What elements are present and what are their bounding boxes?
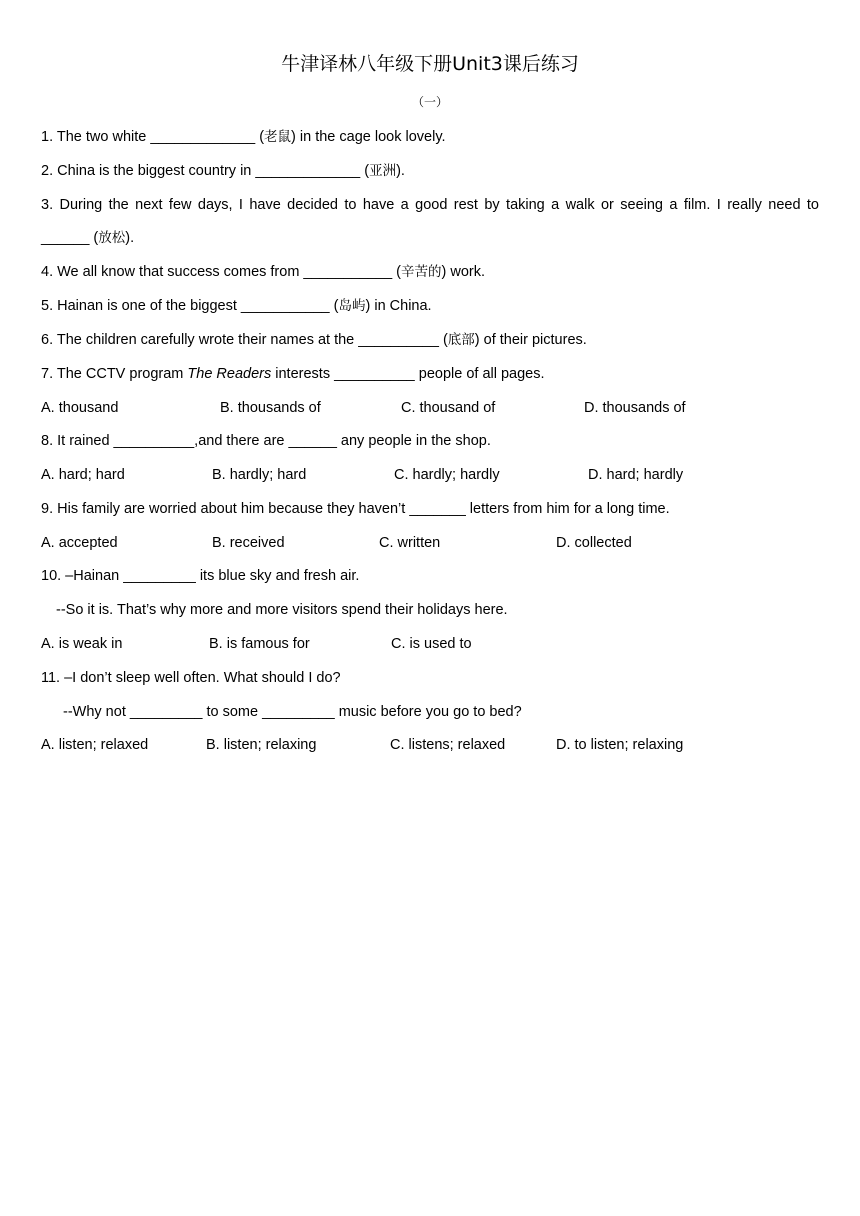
question-text: 1. The two white _____________ (	[41, 129, 265, 145]
question-text: ______ (	[41, 230, 99, 246]
option-b: B. is famous for	[209, 636, 310, 652]
chinese-hint: 底部	[447, 332, 475, 348]
option-c: C. written	[379, 535, 441, 551]
question-9-options	[41, 533, 821, 553]
question-text: ) in China.	[365, 298, 432, 314]
question-text: interests __________ people of all pages.	[271, 366, 545, 382]
section-number: （一）	[411, 95, 448, 109]
question-text: 7. The CCTV program	[41, 366, 188, 382]
question-1	[41, 127, 446, 147]
option-d: D. collected	[556, 535, 632, 551]
chinese-hint: 辛苦的	[401, 264, 442, 280]
page-title: 牛津译林八年级下册Unit3课后练习	[281, 53, 579, 75]
question-3-line-1: 3. During the next few days, I have decided to have a good rest by taking a walk or seeing a film. I really need to	[41, 197, 819, 213]
option-c: C. is used to	[391, 636, 472, 652]
question-5	[41, 296, 432, 316]
option-d: D. to listen; relaxing	[556, 737, 684, 753]
question-text: ).	[396, 163, 405, 179]
option-a: A. thousand	[41, 400, 119, 416]
question-text: ) in the cage look lovely.	[291, 129, 446, 145]
question-10-options	[41, 634, 821, 654]
question-8: 8. It rained __________,and there are ______ any people in the shop.	[41, 433, 491, 449]
question-text: ).	[125, 230, 135, 246]
option-c: C. thousand of	[401, 400, 496, 416]
chinese-hint: 岛屿	[338, 298, 366, 314]
chinese-hint: 放松	[98, 230, 126, 246]
option-b: B. thousands of	[220, 400, 321, 416]
question-7	[41, 364, 545, 384]
question-4	[41, 262, 485, 282]
question-3-line-2	[41, 228, 134, 248]
chinese-hint: 老鼠	[264, 129, 292, 145]
option-b: B. hardly; hard	[212, 467, 307, 483]
option-c: C. listens; relaxed	[390, 737, 506, 753]
question-text: 4. We all know that success comes from ___________ (	[41, 264, 402, 280]
question-text: ) work.	[441, 264, 486, 280]
option-c: C. hardly; hardly	[394, 467, 500, 483]
option-b: B. received	[212, 535, 285, 551]
question-8-options	[41, 465, 821, 485]
option-a: A. accepted	[41, 535, 118, 551]
chinese-hint: 亚洲	[369, 163, 397, 179]
option-d: D. hard; hardly	[588, 467, 684, 483]
option-d: D. thousands of	[584, 400, 686, 416]
question-11-line-2: --Why not _________ to some _________ music before you go to bed?	[63, 704, 522, 720]
question-text: ) of their pictures.	[474, 332, 587, 348]
option-a: A. hard; hard	[41, 467, 125, 483]
question-10-line-1: 10. –Hainan _________ its blue sky and fresh air.	[41, 568, 360, 584]
option-a: A. listen; relaxed	[41, 737, 149, 753]
question-text: 5. Hainan is one of the biggest ___________ (	[41, 298, 339, 314]
question-text: 6. The children carefully wrote their names at the __________ (	[41, 332, 448, 348]
question-6	[41, 330, 587, 350]
option-a: A. is weak in	[41, 636, 123, 652]
program-title: The Readers	[187, 366, 272, 382]
question-11-options	[41, 735, 821, 755]
question-10-line-2: --So it is. That’s why more and more visitors spend their holidays here.	[56, 602, 508, 618]
question-text: 2. China is the biggest country in _____________ (	[41, 163, 370, 179]
question-11-line-1: 11. –I don’t sleep well often. What should I do?	[41, 670, 341, 686]
option-b: B. listen; relaxing	[206, 737, 317, 753]
question-7-options	[41, 398, 821, 418]
question-9: 9. His family are worried about him because they haven’t _______ letters from him for a long time.	[41, 501, 670, 517]
question-2	[41, 161, 405, 181]
